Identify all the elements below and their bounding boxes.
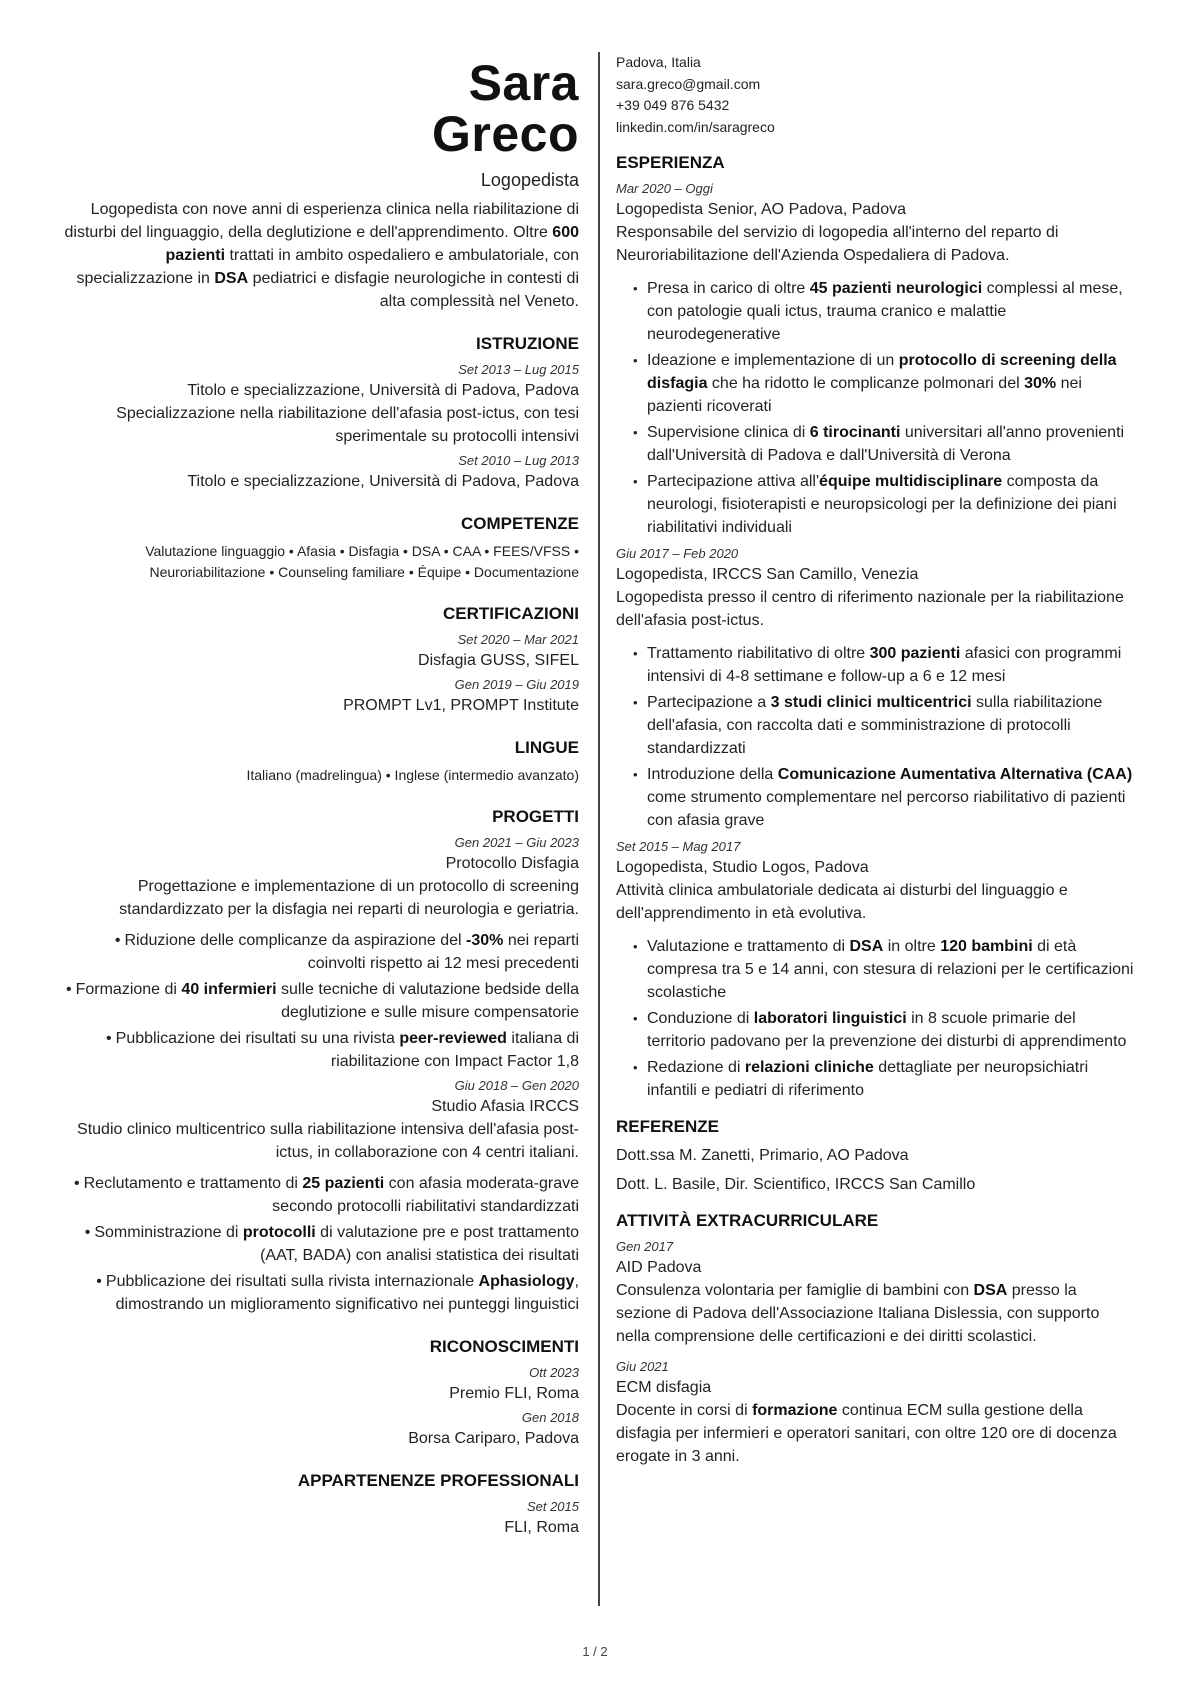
references-heading: REFERENZE: [616, 1117, 719, 1136]
name-first: Sara: [468, 55, 579, 111]
extracurricular-heading: ATTIVITÀ EXTRACURRICULARE: [616, 1211, 879, 1230]
experience-bullets: [616, 277, 1136, 539]
award-date: Gen 2018: [521, 1410, 579, 1425]
membership-date: Set 2015: [526, 1499, 579, 1514]
bullet-item: • Presa in carico di oltre 45 pazienti neurologici complessi al mese, con patologie quali ictus, trauma cranico e malattie neurodegenerative: [647, 277, 1136, 346]
emphasis-text: 3 studi clinici multicentrici: [770, 694, 972, 711]
experience-item: [616, 838, 1136, 1102]
project-bullets: [60, 1172, 579, 1316]
experience-description: Attività clinica ambulatoriale dedicata ai disturbi del linguaggio e dell'apprendimento in età evolutiva.: [616, 882, 1068, 922]
bullet-item: • Pubblicazione dei risultati su una rivista peer-reviewed italiana di riabilitazione con Impact Factor 1,8: [106, 1030, 579, 1070]
emphasis-text: DSA: [214, 270, 249, 287]
bullet-item: • Valutazione e trattamento di DSA in oltre 120 bambini di età compresa tra 5 e 14 anni, con stesura di relazioni per le certificazioni scolastiche: [647, 935, 1136, 1004]
experience-title: Logopedista, Studio Logos, Padova: [616, 859, 869, 876]
emphasis-text: équipe multidisciplinare: [819, 473, 1003, 490]
job-title: Logopedista: [480, 170, 579, 190]
project-title: Protocollo Disfagia: [445, 855, 579, 872]
education-title: Titolo e specializzazione, Università di Padova, Padova: [187, 382, 579, 399]
bullet-item: • Reclutamento e trattamento di 25 pazienti con afasia moderata-grave secondo protocolli riabilitativi standardizzati: [74, 1175, 579, 1215]
emphasis-text: DSA: [973, 1282, 1008, 1299]
emphasis-text: -30%: [466, 932, 504, 949]
experience-bullets: [616, 642, 1136, 832]
emphasis-text: protocolli: [242, 1224, 316, 1241]
certification-title: Disfagia GUSS, SIFEL: [418, 652, 579, 669]
emphasis-text: 30%: [1024, 375, 1057, 392]
bullet-dot-icon: •: [114, 932, 121, 949]
education-item: [60, 452, 579, 493]
extracurricular-description: Consulenza volontaria per famiglie di bambini con DSA presso la sezione di Padova dell'Associazione Italiana Dislessia, con supporto nella comprensione delle certificazioni e dei diritti scolastici.: [616, 1282, 1100, 1345]
bullet-item: • Somministrazione di protocolli di valutazione pre e post trattamento (AAT, BADA) con analisi statistica dei risultati: [84, 1224, 579, 1264]
bullet-item: • Trattamento riabilitativo di oltre 300 pazienti afasici con programmi intensivi di 4-8 settimane e follow-up a 6 e 12 mesi: [647, 642, 1136, 688]
languages-text: Italiano (madrelingua) • Inglese (intermedio avanzato): [246, 767, 579, 783]
memberships-heading: APPARTENENZE PROFESSIONALI: [297, 1471, 579, 1490]
emphasis-text: relazioni cliniche: [744, 1059, 874, 1076]
project-title: Studio Afasia IRCCS: [431, 1098, 579, 1115]
education-title: Titolo e specializzazione, Università di Padova, Padova: [187, 473, 579, 490]
emphasis-text: 120 bambini: [940, 938, 1033, 955]
column-divider: [598, 52, 600, 1606]
experience-date: Set 2015 – Mag 2017: [616, 839, 741, 854]
award-title: Borsa Cariparo, Padova: [408, 1430, 579, 1447]
bullet-item: • Redazione di relazioni cliniche dettagliate per neuropsichiatri infantili e pediatri di riferimento: [647, 1056, 1136, 1102]
award-title: Premio FLI, Roma: [449, 1385, 579, 1402]
bullet-dot-icon: •: [65, 981, 72, 998]
bullet-item: • Introduzione della Comunicazione Aumentativa Alternativa (CAA) come strumento complementare nel percorso riabilitativo di pazienti con afasia grave: [647, 763, 1136, 832]
experience-item: [616, 545, 1136, 832]
projects-heading: PROGETTI: [492, 807, 579, 826]
experience-date: Giu 2017 – Feb 2020: [616, 546, 739, 561]
certification-date: Set 2020 – Mar 2021: [457, 632, 579, 647]
extracurricular-item: [616, 1358, 1136, 1468]
emphasis-text: formazione: [752, 1402, 838, 1419]
profile-summary: Logopedista con nove anni di esperienza clinica nella riabilitazione di disturbi del linguaggio, della deglutizione e dell'apprendimento. Oltre 600 pazienti trattati in ambito ospedaliero e ambulatoriale, con specializzazione in DSA pediatrici e disfagie neurologiche in contesti di alta complessità nel Veneto.: [64, 201, 579, 310]
reference-item: Dott.ssa M. Zanetti, Primario, AO Padova: [616, 1147, 909, 1164]
experience-date: Mar 2020 – Oggi: [616, 181, 713, 196]
skills-line: Neuroriabilitazione • Counseling familiare • Équipe • Documentazione: [149, 564, 579, 580]
experience-description: Logopedista presso il centro di riferimento nazionale per la riabilitazione dell'afasia post-ictus.: [616, 589, 1124, 629]
skills-line: Valutazione linguaggio • Afasia • Disfagia • DSA • CAA • FEES/VFSS •: [145, 543, 579, 559]
education-item: [60, 361, 579, 448]
education-date: Set 2013 – Lug 2015: [458, 362, 579, 377]
certification-date: Gen 2019 – Giu 2019: [454, 677, 579, 692]
project-date: Gen 2021 – Giu 2023: [454, 835, 579, 850]
emphasis-text: 45 pazienti neurologici: [809, 280, 983, 297]
emphasis-text: laboratori linguistici: [753, 1010, 907, 1027]
contact-phone: +39 049 876 5432: [616, 97, 730, 113]
extracurricular-date: Gen 2017: [616, 1239, 674, 1254]
skills-heading: COMPETENZE: [460, 514, 579, 533]
right-column: [616, 52, 1136, 1468]
bullet-dot-icon: •: [74, 1175, 80, 1192]
experience-title: Logopedista Senior, AO Padova, Padova: [616, 201, 906, 218]
bullet-item: • Formazione di 40 infermieri sulle tecniche di valutazione bedside della deglutizione e sulle misure compensatorie: [65, 981, 579, 1021]
left-column: [60, 55, 579, 1539]
experience-description: Responsabile del servizio di logopedia all'interno del reparto di Neuroriabilitazione dell'Azienda Ospedaliera di Padova.: [616, 224, 1059, 264]
languages-heading: LINGUE: [514, 738, 579, 757]
experience-heading: ESPERIENZA: [616, 153, 725, 172]
experience-bullets: [616, 935, 1136, 1102]
reference-item: Dott. L. Basile, Dir. Scientifico, IRCCS San Camillo: [616, 1176, 976, 1193]
emphasis-text: peer-reviewed: [399, 1030, 507, 1047]
extracurricular-date: Giu 2021: [616, 1359, 669, 1374]
emphasis-text: 25 pazienti: [302, 1175, 385, 1192]
awards-heading: RICONOSCIMENTI: [429, 1337, 579, 1356]
emphasis-text: DSA: [849, 938, 884, 955]
bullet-item: • Ideazione e implementazione di un protocollo di screening della disfagia che ha ridotto le complicanze polmonari del 30% nei pazienti ricoverati: [647, 349, 1136, 418]
bullet-dot-icon: •: [106, 1030, 112, 1047]
bullet-item: • Partecipazione attiva all'équipe multidisciplinare composta da neurologi, fisioterapisti e neuropsicologi per la definizione dei piani riabilitativi individuali: [647, 470, 1136, 539]
emphasis-text: protocollo di screening della disfagia: [647, 352, 1117, 392]
contact-email[interactable]: sara.greco@gmail.com: [616, 75, 761, 92]
extracurricular-title: ECM disfagia: [616, 1379, 712, 1396]
contact-linkedin[interactable]: linkedin.com/in/saragreco: [616, 118, 775, 135]
bullet-item: • Conduzione di laboratori linguistici in 8 scuole primarie del territorio padovano per la prevenzione dei disturbi di apprendimento: [647, 1007, 1136, 1053]
emphasis-text: 6 tirocinanti: [809, 424, 901, 441]
bullet-item: • Partecipazione a 3 studi clinici multicentrici sulla riabilitazione dell'afasia, con raccolta dati e somministrazione di protocolli standardizzati: [647, 691, 1136, 760]
extracurricular-item: [616, 1238, 1136, 1348]
project-description: Studio clinico multicentrico sulla riabilitazione intensiva dell'afasia post-ictus, in collaborazione con 4 centri italiani.: [77, 1121, 579, 1161]
extracurricular-title: AID Padova: [616, 1259, 702, 1276]
bullet-dot-icon: •: [84, 1224, 91, 1241]
emphasis-text: Aphasiology: [478, 1273, 575, 1290]
project-description: Progettazione e implementazione di un protocollo di screening standardizzato per la disfagia nei reparti di neurologia e geriatria.: [119, 878, 579, 918]
education-date: Set 2010 – Lug 2013: [458, 453, 579, 468]
experience-item: [616, 180, 1136, 539]
membership-title: FLI, Roma: [504, 1519, 579, 1536]
emphasis-text: 600 pazienti: [165, 224, 579, 264]
project-item: [60, 1077, 579, 1316]
project-date: Giu 2018 – Gen 2020: [454, 1078, 579, 1093]
project-item: [60, 834, 579, 1073]
page-number: 1 / 2: [582, 1644, 608, 1659]
experience-title: Logopedista, IRCCS San Camillo, Venezia: [616, 566, 919, 583]
emphasis-text: 40 infermieri: [181, 981, 277, 998]
bullet-item: • Riduzione delle complicanze da aspirazione del -30% nei reparti coinvolti rispetto ai 12 mesi precedenti: [114, 932, 579, 972]
contact-location: Padova, Italia: [616, 54, 701, 70]
extracurricular-description: Docente in corsi di formazione continua ECM sulla gestione della disfagia per infermieri e operatori sanitari, con oltre 120 ore di docenza erogate in 3 anni.: [616, 1402, 1117, 1465]
certification-title: PROMPT Lv1, PROMPT Institute: [343, 697, 579, 714]
emphasis-text: 300 pazienti: [869, 645, 961, 662]
award-date: Ott 2023: [529, 1365, 579, 1380]
education-heading: ISTRUZIONE: [476, 334, 579, 353]
education-description: Specializzazione nella riabilitazione dell'afasia post-ictus, con tesi sperimentale su protocolli intensivi: [116, 405, 579, 445]
emphasis-text: Comunicazione Aumentativa Alternativa (CAA): [777, 766, 1133, 783]
bullet-item: • Supervisione clinica di 6 tirocinanti universitari all'anno provenienti dall'Università di Padova e dall'Università di Verona: [647, 421, 1136, 467]
certifications-heading: CERTIFICAZIONI: [443, 604, 579, 623]
project-bullets: [60, 929, 579, 1073]
bullet-item: • Pubblicazione dei risultati sulla rivista internazionale Aphasiology, dimostrando un miglioramento significativo nei punteggi linguistici: [96, 1273, 579, 1313]
bullet-dot-icon: •: [96, 1273, 102, 1290]
name-last: Greco: [431, 106, 579, 162]
